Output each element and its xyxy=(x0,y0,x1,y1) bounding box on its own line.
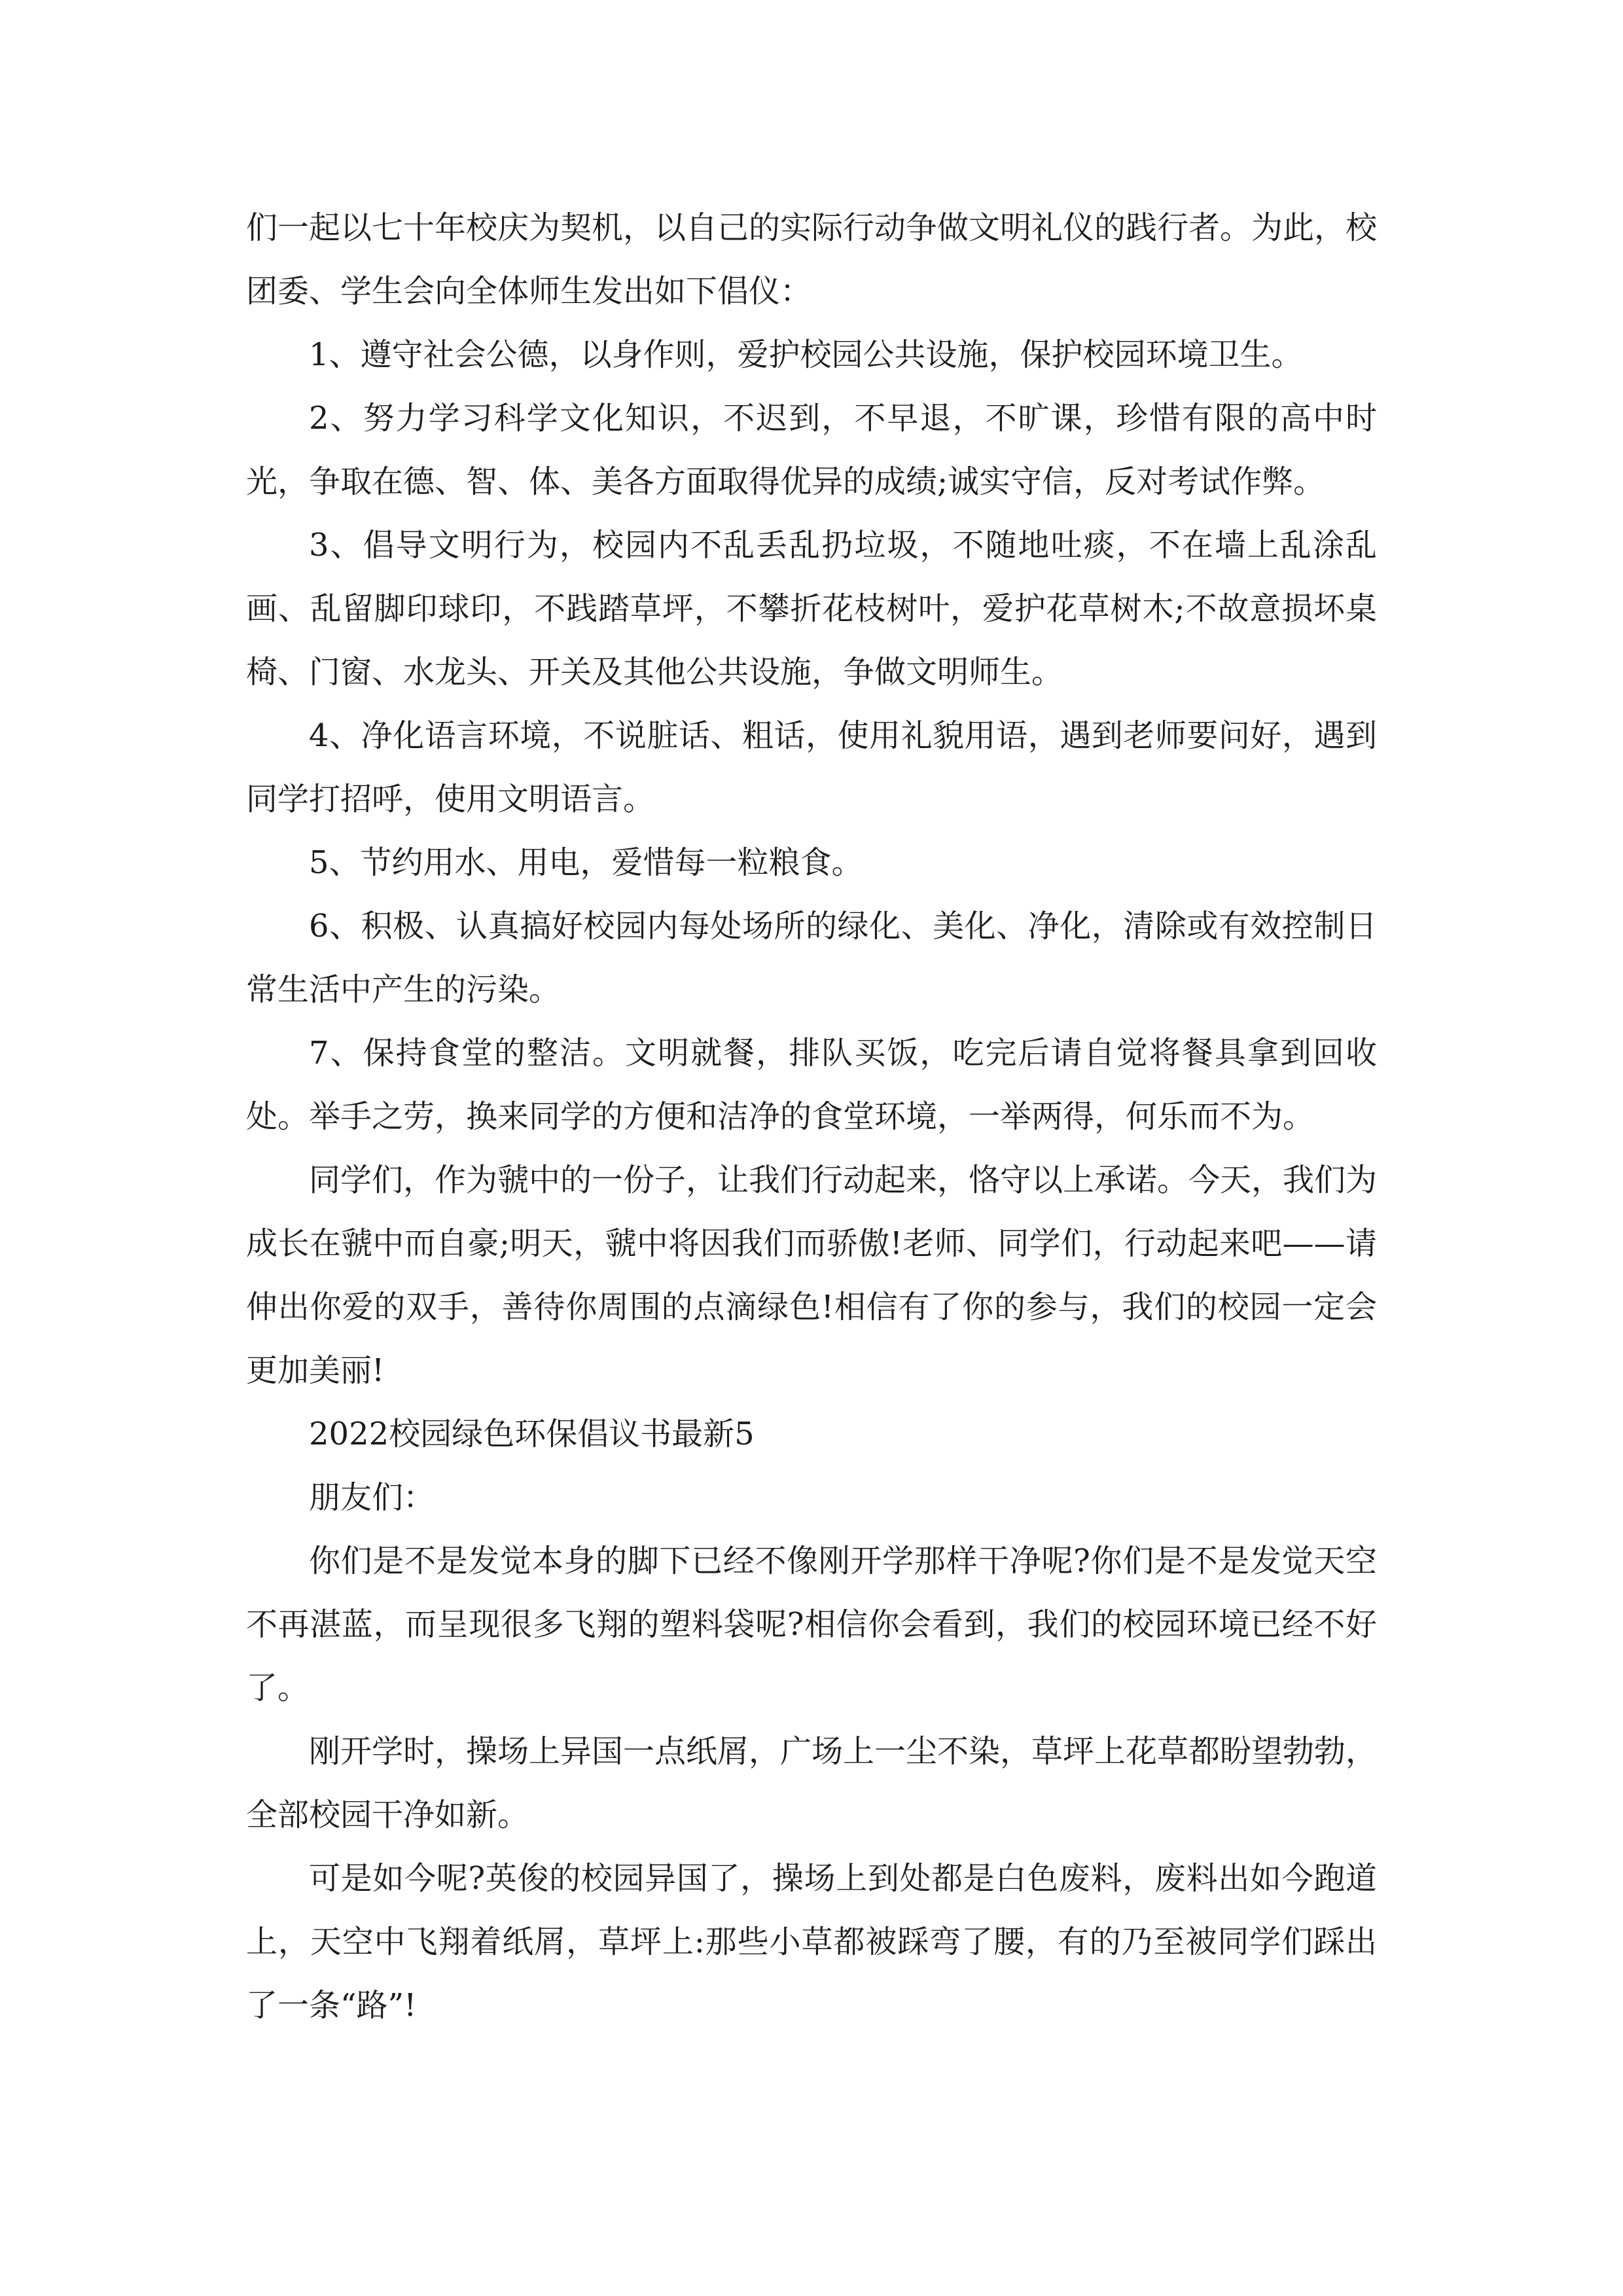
paragraph-item-1: 1、遵守社会公德，以身作则，爱护校园公共设施，保护校园环境卫生。 xyxy=(309,336,1303,373)
section-heading: 2022校园绿色环保倡议书最新5 xyxy=(309,1416,755,1452)
paragraph-item-2: 2、努力学习科学文化知识，不迟到，不早退，不旷课，珍惜有限的高中时光，争取在德、智、体、美各方面取得优异的成绩;诚实守信，反对考试作弊。 xyxy=(246,400,1377,500)
paragraph-item-7: 7、保持食堂的整洁。文明就餐，排队买饭，吃完后请自觉将餐具拿到回收处。举手之劳，换来同学的方便和洁净的食堂环境，一举两得，何乐而不为。 xyxy=(246,1035,1377,1135)
paragraph-item-3: 3、倡导文明行为，校园内不乱丢乱扔垃圾，不随地吐痰，不在墙上乱涂乱画、乱留脚印球印，不践踏草坪，不攀折花枝树叶，爱护花草树木;不故意损坏桌椅、门窗、水龙头、开关及其他公共设施，争做文明师生。 xyxy=(246,527,1377,691)
paragraph-item-5: 5、节约用水、用电，爱惜每一粒粮食。 xyxy=(309,844,863,881)
paragraph-body-2: 刚开学时，操场上异国一点纸屑，广场上一尘不染，草坪上花草都盼望勃勃，全部校园干净如新。 xyxy=(246,1733,1378,1833)
document-body xyxy=(246,196,1377,2037)
paragraph-item-6: 6、积极、认真搞好校园内每处场所的绿化、美化、净化，清除或有效控制日常生活中产生的污染。 xyxy=(246,908,1377,1008)
paragraph-body-1: 你们是不是发觉本身的脚下已经不像刚开学那样干净呢?你们是不是发觉天空不再湛蓝，而呈现很多飞翔的塑料袋呢?相信你会看到，我们的校园环境已经不好了。 xyxy=(246,1543,1377,1706)
paragraph-intro: 们一起以七十年校庆为契机，以自己的实际行动争做文明礼仪的践行者。为此，校团委、学生会向全体师生发出如下倡仪： xyxy=(246,209,1378,310)
paragraph-body-3: 可是如今呢?英俊的校园异国了，操场上到处都是白色废料，废料出如今跑道上，天空中飞翔着纸屑，草坪上:那些小草都被踩弯了腰，有的乃至被同学们踩出了一条“路”! xyxy=(246,1860,1377,2024)
paragraph-item-4: 4、净化语言环境，不说脏话、粗话，使用礼貌用语，遇到老师要问好，遇到同学打招呼，使用文明语言。 xyxy=(246,717,1377,817)
paragraph-salutation: 朋友们： xyxy=(309,1479,435,1516)
paragraph-closing: 同学们，作为虢中的一份子，让我们行动起来，恪守以上承诺。今天，我们为成长在虢中而自豪;明天，虢中将因我们而骄傲!老师、同学们，行动起来吧——请伸出你爱的双手，善待你周围的点滴绿色!相信有了你的参与，我们的校园一定会更加美丽! xyxy=(246,1162,1378,1389)
